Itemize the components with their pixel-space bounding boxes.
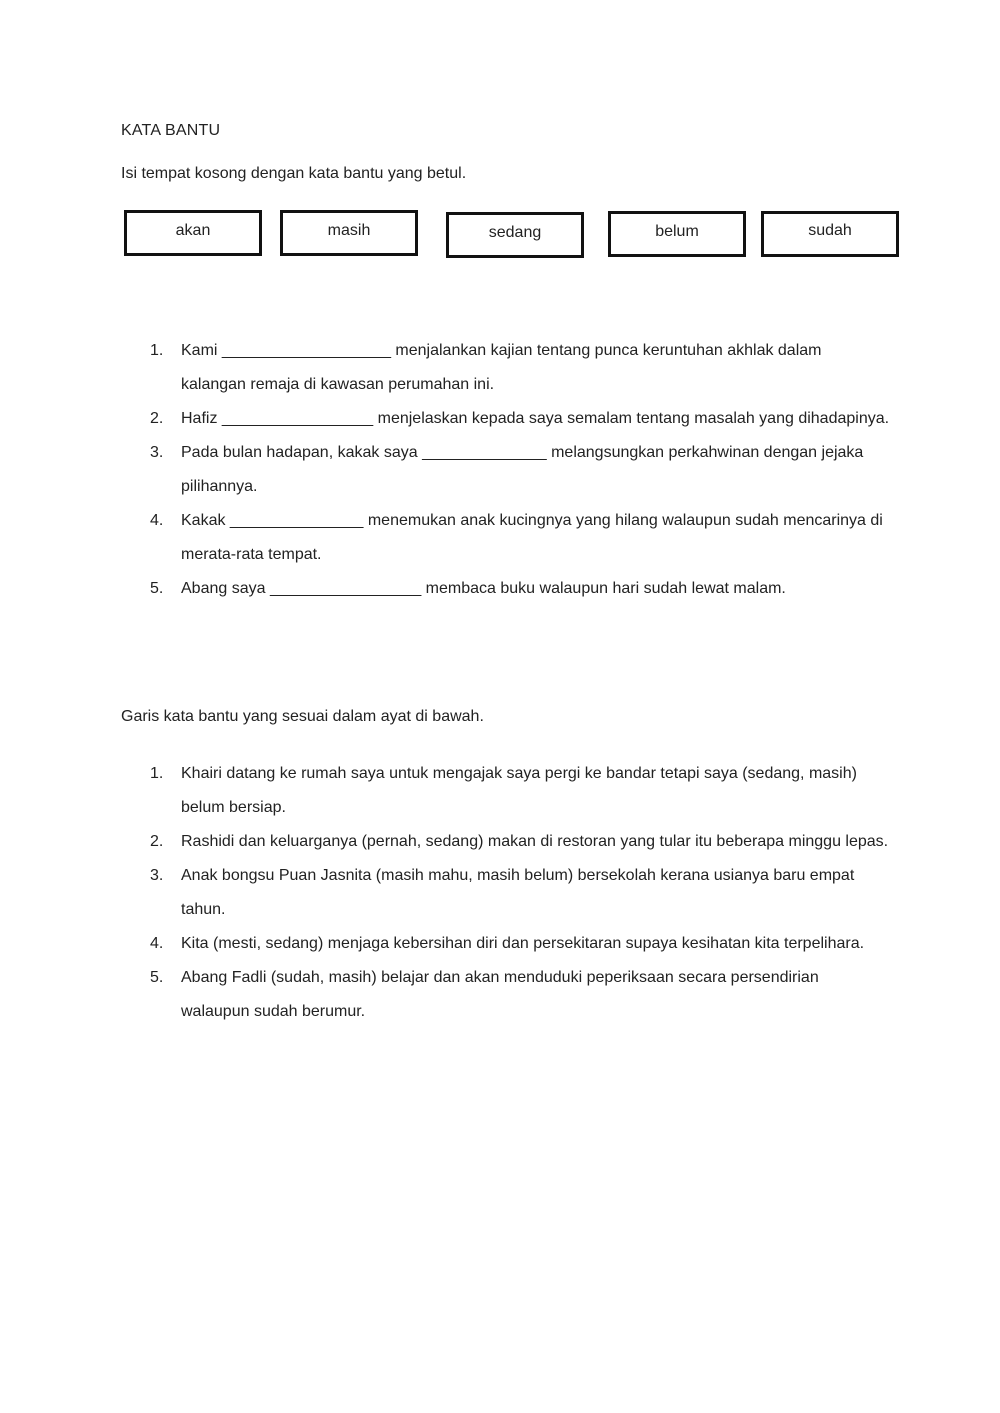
question-number: 1.	[150, 342, 164, 359]
question-text: Hafiz _________________ menjelaskan kepada saya semalam tentang masalah yang dihadapinya.	[181, 410, 890, 427]
page-title: KATA BANTU	[121, 122, 221, 139]
question-number: 3.	[150, 444, 164, 461]
question-number: 4.	[150, 935, 164, 952]
question-item	[150, 572, 890, 606]
word-box-label: belum	[655, 223, 699, 240]
question-text: Kita (mesti, sedang) menjaga kebersihan diri dan persekitaran supaya kesihatan kita terpelihara.	[181, 935, 865, 952]
question-number: 2.	[150, 410, 164, 427]
question-text: Abang Fadli (sudah, masih) belajar dan akan menduduki peperiksaan secara persendirian walaupun sudah berumur.	[181, 969, 819, 1020]
question-item	[150, 859, 890, 927]
word-box-sudah	[761, 211, 899, 257]
question-item	[150, 402, 890, 436]
question-text: Abang saya _________________ membaca buku walaupun hari sudah lewat malam.	[181, 580, 786, 597]
question-number: 2.	[150, 833, 164, 850]
question-number: 3.	[150, 867, 164, 884]
question-number: 5.	[150, 580, 164, 597]
question-text: Khairi datang ke rumah saya untuk mengajak saya pergi ke bandar tetapi saya (sedang, masih) belum bersiap.	[181, 765, 857, 816]
question-number: 1.	[150, 765, 164, 782]
question-item	[150, 961, 890, 1029]
question-text: Pada bulan hadapan, kakak saya ______________ melangsungkan perkahwinan dengan jejaka pilihannya.	[181, 444, 864, 495]
question-item	[150, 757, 890, 825]
question-text: Kami ___________________ menjalankan kajian tentang punca keruntuhan akhlak dalam kalangan remaja di kawasan perumahan ini.	[181, 342, 822, 393]
question-item	[150, 334, 890, 402]
word-box-label: sudah	[808, 222, 852, 239]
question-item	[150, 436, 890, 504]
fill-in-question-list	[150, 334, 890, 606]
question-text: Anak bongsu Puan Jasnita (masih mahu, masih belum) bersekolah kerana usianya baru empat tahun.	[181, 867, 855, 918]
word-box-label: masih	[327, 222, 371, 239]
underline-question-list	[150, 757, 890, 1029]
question-item	[150, 927, 890, 961]
word-box-sedang	[446, 212, 584, 258]
section2-instruction: Garis kata bantu yang sesuai dalam ayat di bawah.	[121, 708, 484, 725]
question-item	[150, 504, 890, 572]
word-box-belum	[608, 211, 746, 257]
question-number: 5.	[150, 969, 164, 986]
word-box-label: sedang	[488, 224, 542, 241]
question-text: Rashidi dan keluarganya (pernah, sedang) makan di restoran yang tular itu beberapa minggu lepas.	[181, 833, 889, 850]
question-item	[150, 825, 890, 859]
question-text: Kakak _______________ menemukan anak kucingnya yang hilang walaupun sudah mencarinya di merata-rata tempat.	[181, 512, 883, 563]
word-box-akan	[124, 210, 262, 256]
word-box-label: akan	[175, 222, 211, 239]
section1-instruction: Isi tempat kosong dengan kata bantu yang betul.	[121, 165, 467, 182]
question-number: 4.	[150, 512, 164, 529]
word-box-masih	[280, 210, 418, 256]
